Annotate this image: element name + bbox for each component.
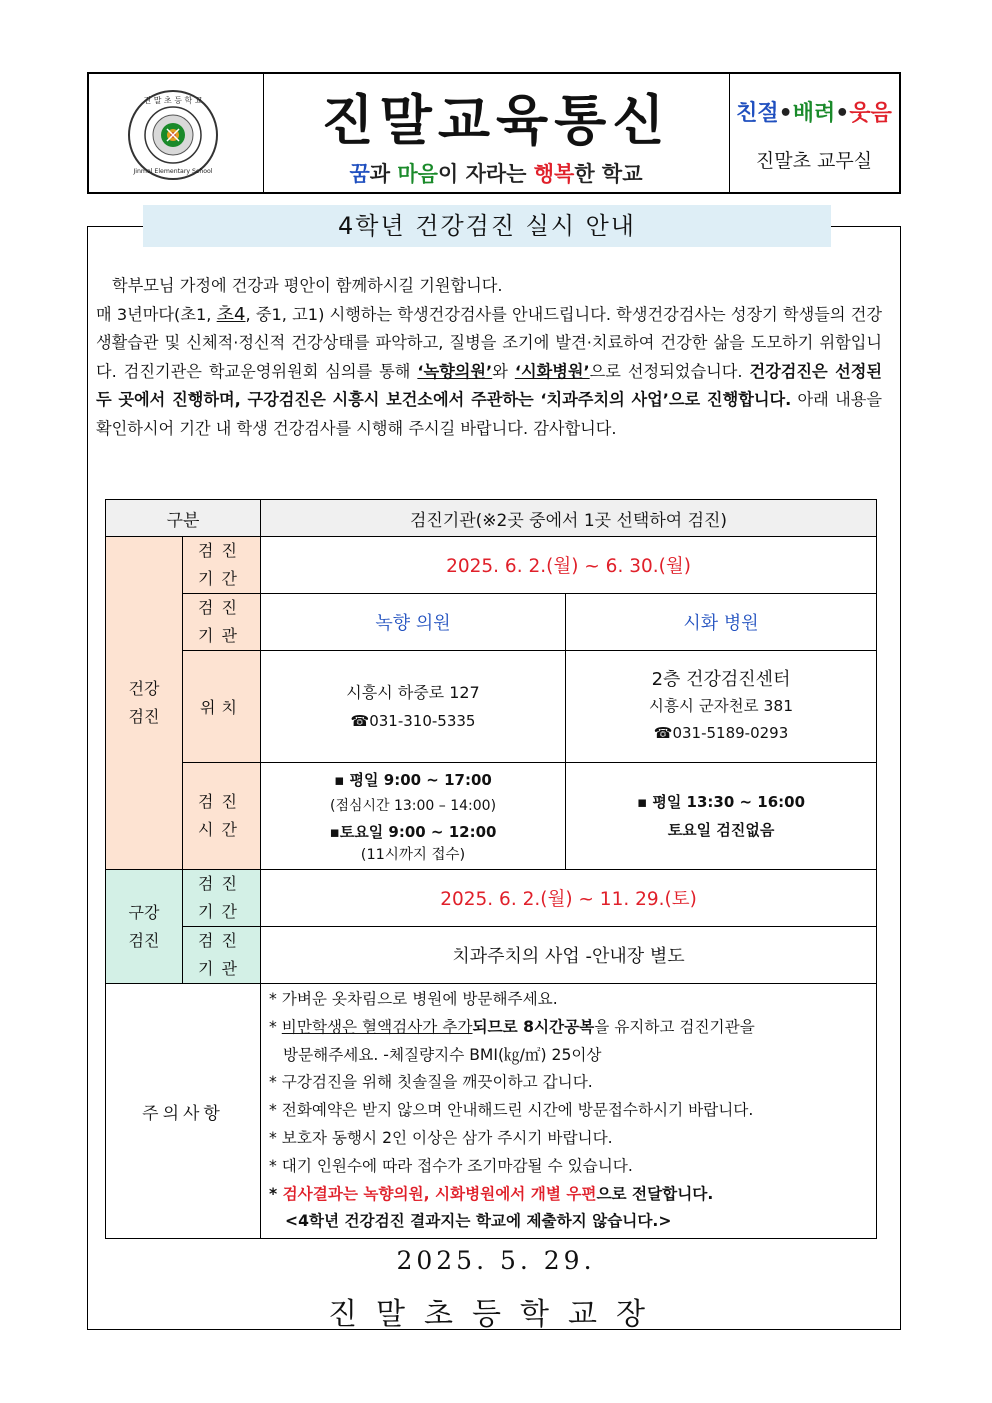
weekday-hours: ▪ 평일 9:00 ~ 17:00	[334, 771, 492, 789]
note-red: 검사결과는 녹향의원, 시화병원에서 개별 우편	[282, 1184, 597, 1203]
notes-label: 주의사항	[106, 984, 261, 1239]
label-line: 검진	[128, 707, 160, 726]
newsletter-title: 진말교육통신	[321, 89, 671, 152]
oral-checkup-label	[106, 870, 183, 984]
label-line: 건강	[128, 679, 160, 698]
masthead	[87, 72, 901, 194]
clinic-nokhyang: 녹향 의원	[261, 594, 566, 651]
oral-institution: 치과주치의 사업 -안내장 별도	[261, 927, 877, 984]
intro-span: 으로 선정되었습니다.	[589, 361, 750, 381]
principal-signature: 진말초등학교장	[328, 1297, 664, 1332]
label-line: 검진	[128, 930, 160, 950]
center-name: 2층 건강검진센터	[651, 669, 791, 690]
motto-smile: 웃음	[849, 101, 892, 126]
clinic-nokhyang-location	[261, 651, 566, 763]
header-category: 구분	[106, 500, 261, 537]
location-label: 위치	[183, 651, 261, 763]
motto-dot: •	[835, 101, 850, 126]
phone: ☎031-310-5335	[350, 711, 476, 730]
note-text: 을 유지하고 검진기관을	[594, 1017, 755, 1036]
note-star: *	[269, 1017, 282, 1036]
motto-kindness: 친절	[736, 101, 779, 126]
note-item	[269, 1181, 876, 1209]
label-line: 검진	[198, 874, 245, 893]
intro-span: 매 3년마다(초1,	[96, 304, 217, 324]
label-line: 구강	[128, 902, 160, 922]
slogan-text: 과	[369, 162, 398, 186]
oral-inst-label	[183, 927, 261, 984]
intro-body	[96, 301, 882, 444]
motto-consideration: 배려	[792, 101, 836, 126]
intro-span: , 중1, 고1) 시행하는 학생건강검사를 안내드립니다. 학생건강검사는 성장기 학생들의 건강생활습관 및 신체적·정신적 건강상태를 파악하고, 질병을 조기에 발견·치료하여 건강한 삶을 도모하기 위함입니다. 검진기관은 학교운영위원회 심의를 통해	[96, 304, 882, 381]
phone: ☎031-5189-0293	[653, 724, 789, 742]
slogan-text: 이 자라는	[437, 162, 534, 186]
note-item: 방문해주세요. -체질량지수 BMI(㎏/㎡) 25이상	[283, 1045, 602, 1064]
intro-span: 아래 내용을 확인하시어 기간 내 학생 건강검사를 시행해 주시길 바랍니다. 감사합니다.	[96, 390, 882, 438]
intro-text	[96, 272, 882, 443]
lunch-hours: (점심시간 13:00 – 14:00)	[329, 798, 497, 814]
school-motto	[729, 96, 899, 127]
note-underlined: 비만학생은 혈액검사가 추가	[281, 1017, 473, 1036]
intro-grade4: 초4	[216, 303, 246, 325]
oral-period: 2025. 6. 2.(월) ~ 11. 29.(토)	[261, 870, 877, 927]
intro-clinic-a: ‘녹향의원’	[417, 361, 493, 381]
title-cell	[263, 74, 730, 192]
intro-greeting: 학부모님 가정에 건강과 평안이 함께하시길 기원합니다.	[112, 276, 503, 295]
note-item: * 가벼운 옷차림으로 병원에 방문해주세요.	[269, 990, 558, 1008]
slogan-word-dream: 꿈	[349, 162, 370, 186]
address: 시흥시 군자천로 381	[648, 697, 794, 715]
clinic-nokhyang-hours	[261, 763, 566, 870]
label-line: 기간	[198, 569, 245, 588]
health-checkup-label	[106, 537, 183, 870]
note-item: * 구강검진을 위해 칫솔질을 깨끗이하고 갑니다.	[269, 1073, 593, 1092]
note-bold: 되므로 8시간공복	[472, 1017, 595, 1036]
health-time-label	[183, 763, 261, 870]
office-cell	[729, 74, 899, 192]
health-inst-label	[183, 594, 261, 651]
slogan-text: 한 학교	[574, 162, 643, 186]
notes-list	[261, 984, 877, 1239]
logo-side-text: Jinmal Elementary School	[133, 168, 213, 175]
saturday-hours: ▪토요일 9:00 ~ 12:00	[329, 823, 497, 841]
logo-top-text: 진 말 초 등 학 교	[143, 96, 203, 105]
intro-clinic-b: ‘시화병원’	[514, 361, 590, 381]
health-period: 2025. 6. 2.(월) ~ 6. 30.(월)	[261, 537, 877, 594]
label-line: 검진	[198, 931, 245, 950]
note-item: * 보호자 동행시 2인 이상은 삼가 주시기 바랍니다.	[269, 1128, 613, 1147]
motto-dot: •	[778, 101, 793, 126]
header-institution: 검진기관(※2곳 중에서 1곳 선택하여 검진)	[261, 500, 877, 537]
issue-date: 2025. 5. 29.	[396, 1246, 596, 1275]
address: 시흥시 하중로 127	[346, 682, 480, 702]
school-slogan	[263, 158, 729, 188]
note-item: * 대기 인원수에 따라 접수가 조기마감될 수 있습니다.	[269, 1156, 633, 1175]
weekday-hours: ▪ 평일 13:30 ~ 16:00	[636, 793, 806, 811]
label-line: 검진	[198, 598, 245, 617]
slogan-word-happiness: 행복	[533, 162, 575, 186]
health-period-label	[183, 537, 261, 594]
label-line: 기간	[198, 902, 245, 921]
saturday-note: 토요일 검진없음	[667, 821, 775, 839]
clinic-sihwa: 시화 병원	[566, 594, 877, 651]
checkup-table	[105, 499, 877, 1239]
note-star: *	[269, 1184, 283, 1203]
saturday-note: (11시까지 접수)	[360, 847, 466, 863]
office-name: 진말초 교무실	[755, 150, 873, 172]
logo-cell	[89, 74, 264, 192]
label-line: 기관	[198, 959, 245, 978]
intro-span: 와	[492, 361, 515, 381]
label-line: 검진	[198, 541, 245, 560]
label-line: 검진	[198, 792, 245, 811]
intro-bold-notice: 건강검진은 선정된 두 곳에서 진행하며, 구강검진은 시흥시 보건소에서 주관하는 ‘치과주치의 사업’으로 진행합니다.	[96, 361, 882, 409]
slogan-word-heart: 마음	[397, 162, 438, 186]
label-line: 기관	[198, 626, 245, 645]
note-item	[269, 1014, 876, 1042]
note-text: 으로 전달합니다.	[596, 1184, 714, 1203]
clinic-sihwa-hours	[566, 763, 877, 870]
school-logo-icon	[127, 89, 219, 181]
notice-subtitle: 4학년 건강검진 실시 안내	[143, 205, 831, 247]
oral-period-label	[183, 870, 261, 927]
label-line: 시간	[198, 820, 245, 839]
note-item: * 전화예약은 받지 않으며 안내해드린 시간에 방문접수하시기 바랍니다.	[269, 1101, 754, 1120]
note-item: <4학년 건강검진 결과지는 학교에 제출하지 않습니다.>	[285, 1212, 672, 1231]
clinic-sihwa-location	[566, 651, 877, 763]
